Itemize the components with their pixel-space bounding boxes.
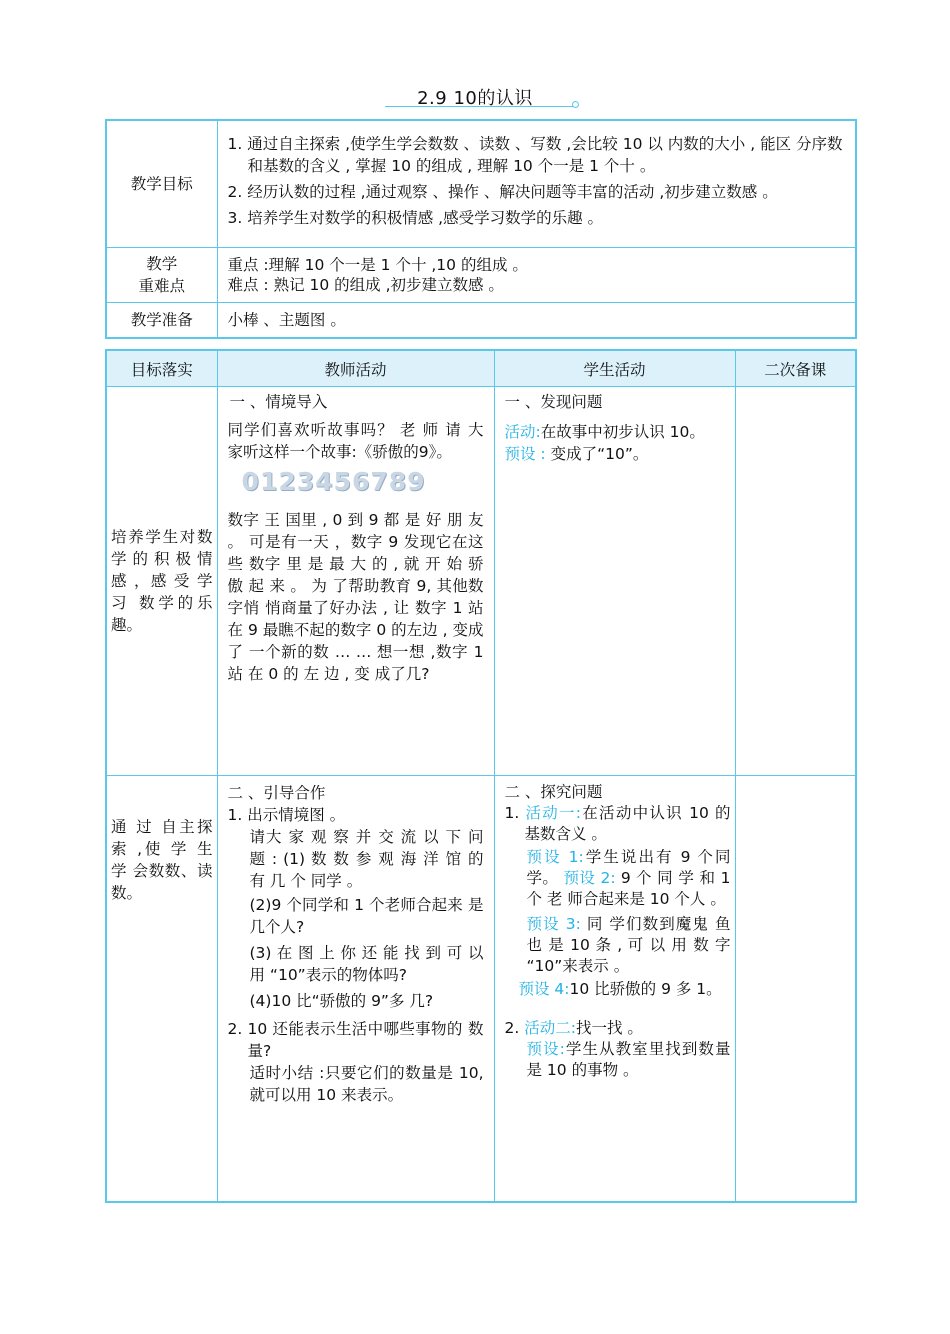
section1-student-heading: 一 、发现问题 [504,393,603,411]
activity-label: 活动: [504,423,541,441]
section1-teacher-heading: 一 、情境导入 [229,393,328,411]
student-activity-2 [505,1018,731,1039]
difficult-point: 难点 : 熟记 10 的组成 ,初步建立数感 。 [227,275,504,294]
key-points-label-line1: 教学 [146,254,178,273]
activity-text: 在故事中初步认识 10。 [540,423,705,441]
preset-5-label: 预设: [526,1040,565,1058]
section1-teacher-intro: 同学们喜欢听故事吗？ 老 师 请 大 家听这样一个故事:《骄傲的9》。 [227,421,484,461]
preset-3-label: 预设 3: [526,915,581,933]
student-preset [505,979,731,1000]
digit: 5 [333,467,351,496]
digit: 6 [351,467,370,496]
digit: 4 [315,467,333,496]
teacher-question-2: (2)9 个同学和 1 个老师合起来 是几个人? [249,896,484,936]
key-points-content [217,247,856,302]
student-preset [505,914,731,977]
key-point: 重点 :理解 10 个一是 1 个十 ,10 的组成 。 [227,255,528,274]
spacer [505,1000,731,1018]
goals-content [217,120,856,247]
preset-1-label: 预设 1: [526,848,584,866]
section2-student [494,776,735,1202]
activity-2-label: 活动二: [524,1019,576,1037]
section1-student-activity [505,421,725,443]
teacher-question-3: (3) 在 图 上 你 还 能 找 到 可 以 用 “10”表示的物体吗? [249,944,484,984]
preset-5-text: 学生从教室里找到数量是 10 的事物 。 [526,1040,731,1079]
preset-1-text: 学生说出有 9 个同学。 [526,848,731,887]
key-points-label [106,247,217,302]
digit: 3 [296,467,315,496]
goal-item: 2. 经历认数的过程 ,通过观察 、操作 、解决问题等丰富的活动 ,初步建立数感 。 [227,183,778,201]
lesson-info-table [105,119,857,339]
preset-4-label: 预设 4: [518,980,570,998]
section2-teacher-heading: 二 、引导合作 [227,784,326,802]
section2-goal: 通 过 自主探 索 ,使 学 生 学 会数数、读数。 [106,776,217,1202]
activity-1-text: 在活动中认识 10 的 基数含义 。 [524,804,731,843]
number-image [241,467,484,501]
digit: 8 [388,467,407,496]
preset-label: 预设 : [504,445,546,463]
section1-goal: 培养学生对数学 的 积 极 情 感 ，感 受 学 习 数学的乐趣。 [106,387,217,776]
section1-teacher [217,387,494,776]
header-teacher: 教师活动 [217,350,494,387]
teacher-question-4: (4)10 比“骄傲的 9”多 几? [249,992,434,1010]
page-title: 2.9 10的认识 [417,88,533,109]
activity-2-number: 2. [504,1019,525,1037]
digit: 7 [370,467,388,496]
digit: 1 [259,467,278,496]
key-points-label-line2: 重难点 [138,276,185,295]
preset-2-label: 预设 2: [563,869,616,887]
student-preset [505,847,731,910]
section1-student-preset [505,443,725,465]
student-activity-1 [505,803,731,845]
preset-2-text: 9 个 同 学 和 1 个 老 师合起来是 10 个人 。 [526,869,731,908]
preset-4-text: 10 比骄傲的 9 多 1。 [569,980,722,998]
digit: 0 [241,467,259,496]
section1-notes [735,387,856,776]
teacher-item-1: 1. 出示情境图 。 [227,806,346,824]
section1-teacher-story: 数字 王 国里 , 0 到 9 都 是 好 朋 友 。 可是有一天 ，数字 9 发现它在这些 数字 里 是 最 大 的 , 就 开 始 骄 傲 起 来 。 为 了帮助教育 9, 其他数字悄 悄商量了好办法 , 让 数字 1 站在 9 最瞧不起的数字 0 的左边 , 变成 了 一个新的数 … … 想一想 ,数字 1 站 在 0 的 左 边 , 变 成了几? [227,511,484,683]
header-goal: 目标落实 [106,350,217,387]
section2-notes [735,776,856,1202]
teacher-summary: 适时小结 :只要它们的数量是 10, 就可以用 10 来表示。 [249,1064,484,1104]
section2-student-heading: 二 、探究问题 [504,783,603,801]
goal-item: 1. 通过自主探索 ,使学生学会数数 、读数 、写数 ,会比较 10 以 内数的大小 , 能区 分序数和基数的含义 , 掌握 10 的组成 , 理解 10 个一是 1 个十 。 [227,135,843,175]
digit: 9 [407,467,425,496]
section2-teacher [217,776,494,1202]
teacher-item-1-text: 请大 家 观 察 并 交 流 以 下 问 题 : (1) 数 数 参 观 海 洋 馆 的 有 几 个 同学 。 [249,828,484,890]
preparation-content: 小棒 、主题图 。 [217,302,856,338]
preset-3-text: 同 学们数到魔鬼 鱼 也 是 10 条 , 可 以 用 数 字 “10”来表示 。 [526,915,731,975]
digit: 2 [278,467,296,496]
section1-student [494,387,735,776]
activity-1-label: 活动一: [525,804,582,822]
student-preset [505,1039,731,1081]
preparation-label: 教学准备 [106,302,217,338]
activity-2-text: 找一找 。 [575,1019,643,1037]
preset-text: 变成了“10”。 [545,445,649,463]
activity-1-number: 1. [504,804,526,822]
goal-item: 3. 培养学生对数学的积极情感 ,感受学习数学的乐趣 。 [227,209,603,227]
header-student: 学生活动 [494,350,735,387]
teacher-item-2: 2. 10 还能表示生活中哪些事物的 数量? [227,1020,484,1060]
activity-table [105,349,857,1203]
title-underline [385,106,575,107]
goals-label: 教学目标 [106,120,217,247]
header-notes: 二次备课 [735,350,856,387]
title-underline-dot [572,101,579,108]
